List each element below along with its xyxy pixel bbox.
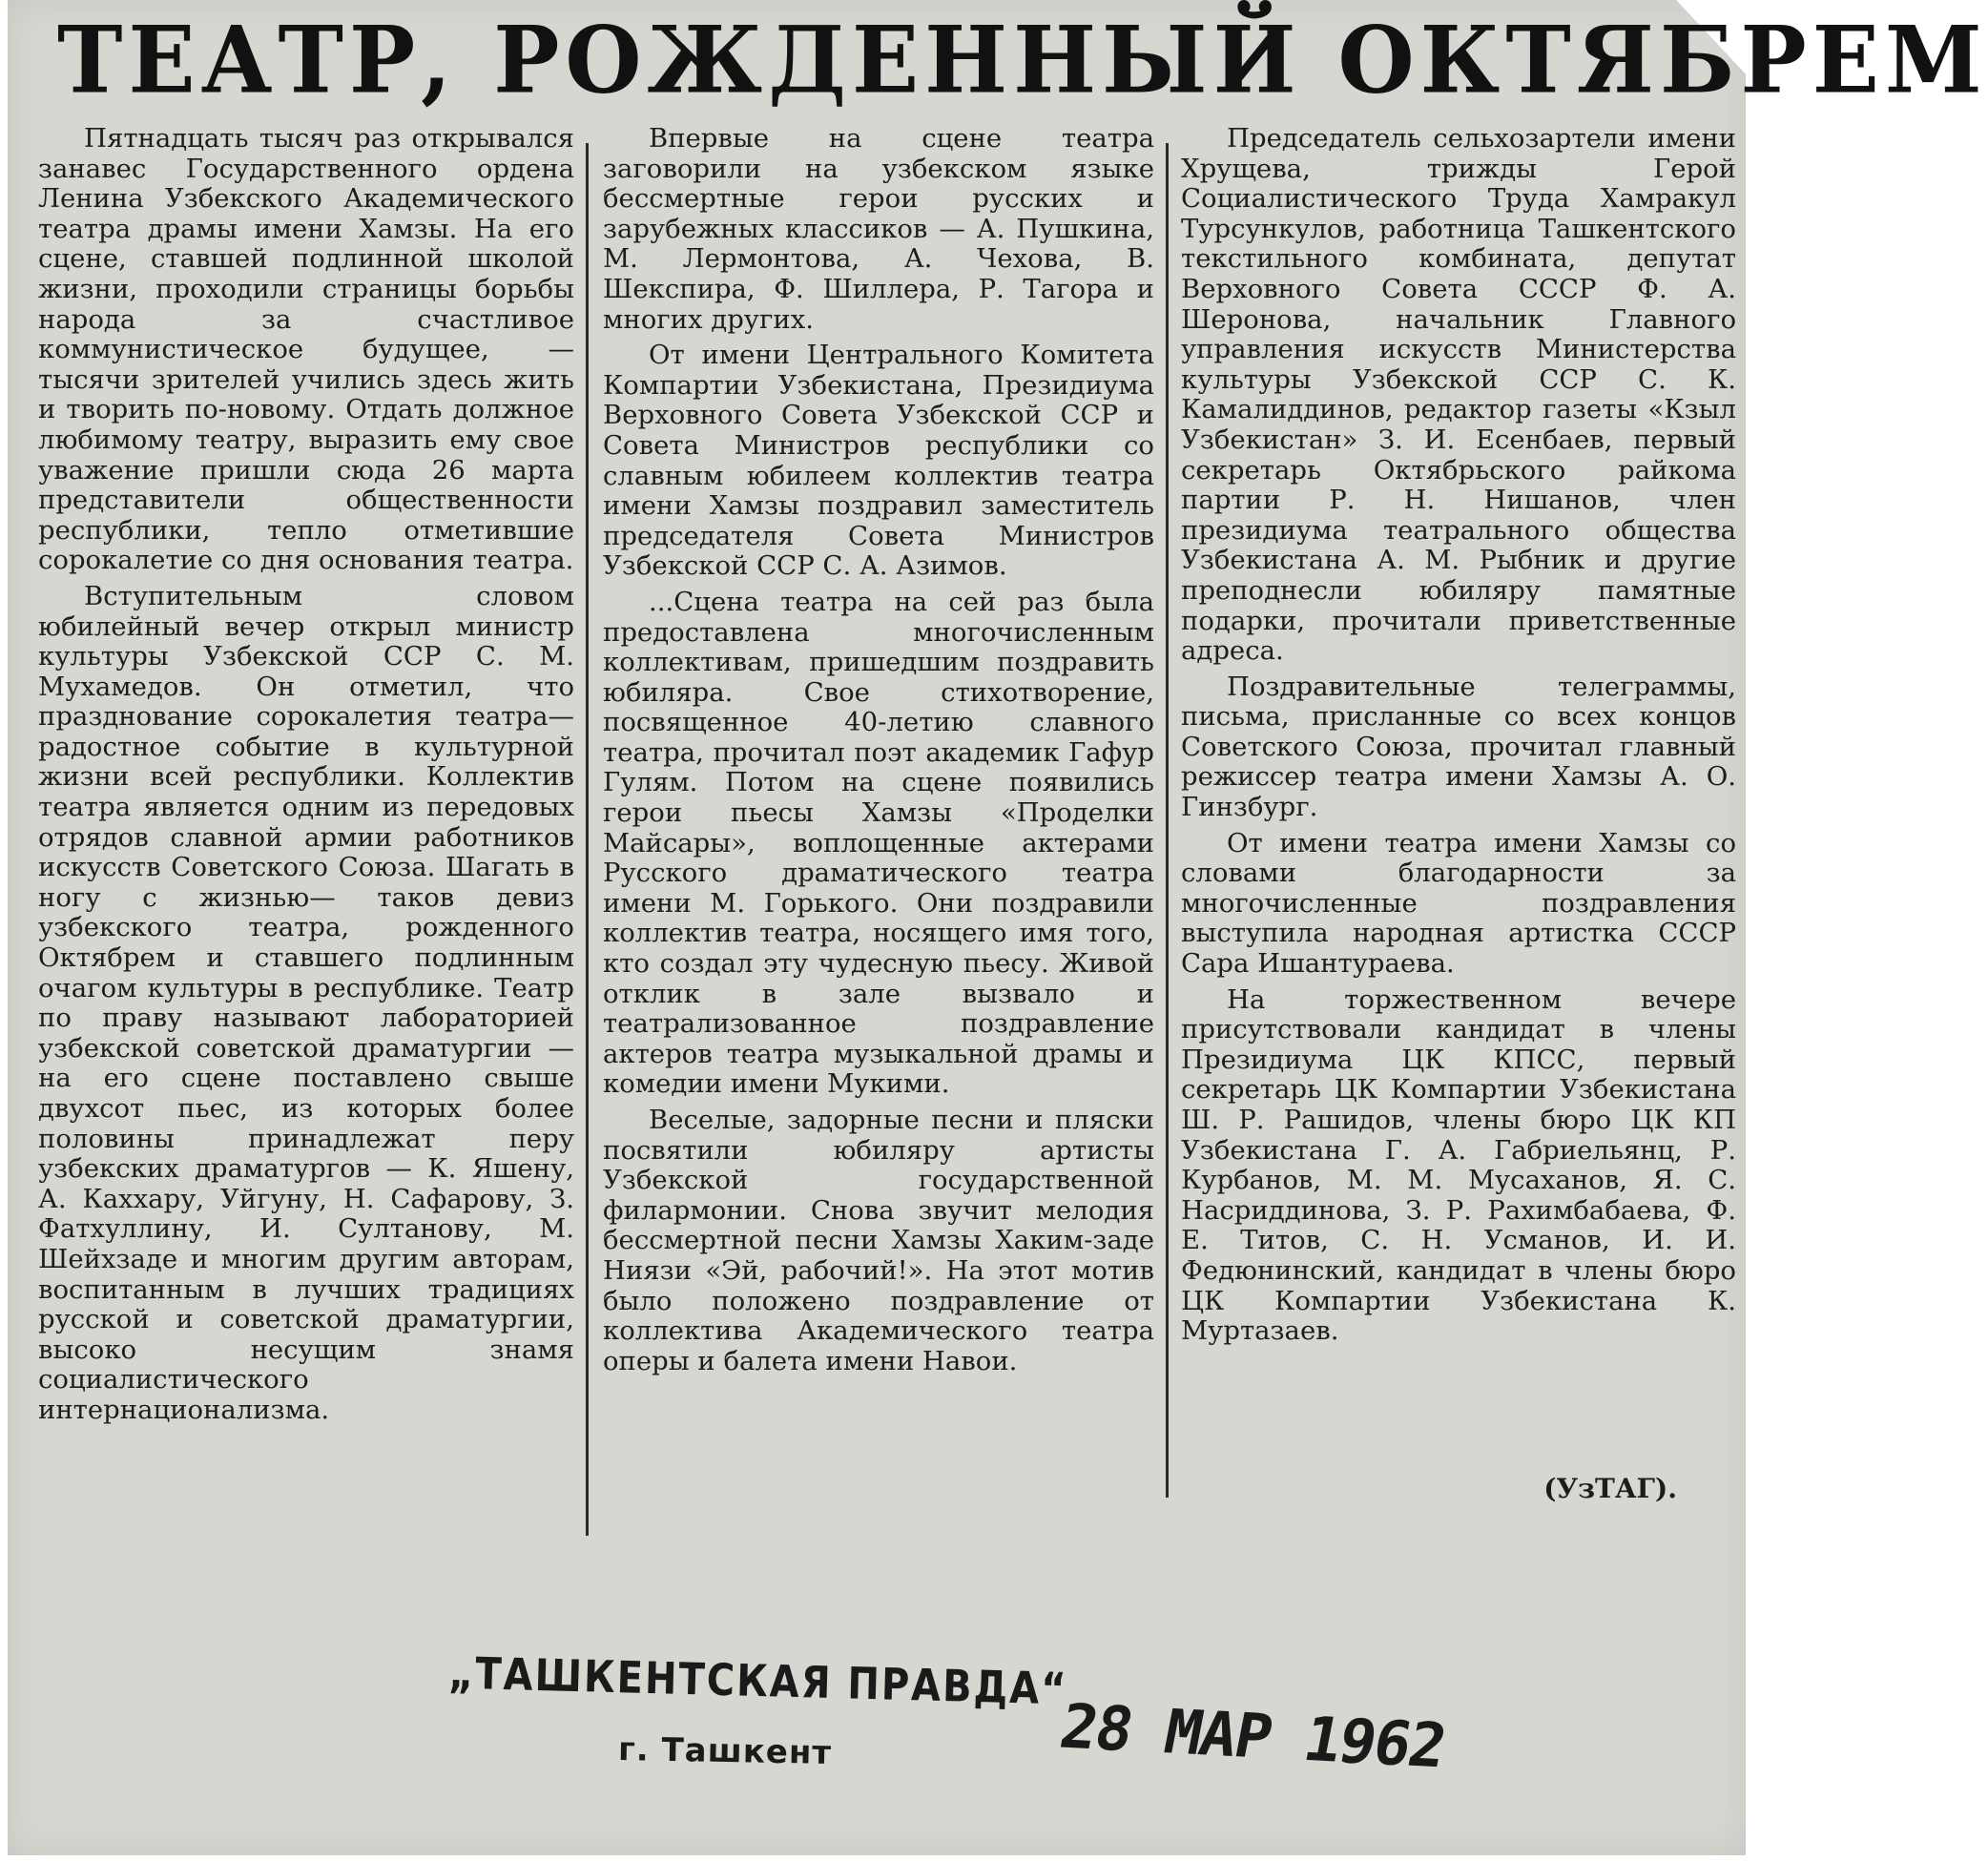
newspaper-stamp: „ТАШКЕНТСКАЯ ПРАВДА“ (447, 1648, 1069, 1715)
article-paragraph: Веселые, задорные песни и пляски посвятили юбиляру артисты Узбекской государственной филармонии. Снова звучит мелодия бессмертной песни Хамзы Хаким-заде Ниязи «Эй, рабочий!». На этот мотив было положено поздравление от коллектива Академического театра оперы и балета имени Навои. (603, 1105, 1154, 1376)
column-divider (1166, 143, 1169, 1498)
column-divider (586, 143, 589, 1536)
article-column-3 (1181, 124, 1736, 1353)
city-stamp: г. Ташкент (617, 1730, 833, 1772)
article-paragraph: От имени театра имени Хамзы со словами благодарности за многочисленные поздравления выступила народная артистка СССР Сара Ишантураева. (1181, 827, 1736, 980)
article-paragraph: ...Сцена театра на сей раз была предоставлена многочисленным коллективам, пришедшим поздравить юбиляра. Свое стихотворение, посвященное 40-летию славного театра, прочитал поэт академик Гафур Гулям. Потом на сцене появились герои пьесы Хамзы «Проделки Майсары», воплощенные актерами Русского драматического театра имени М. Горького. Они поздравили коллектив театра, носящего имя того, кто создал эту чудесную пьесу. Живой отклик в зале вызвало и театрализованное поздравление актеров театра музыкальной драмы и комедии имени Мукими. (603, 586, 1154, 1100)
article-paragraph: Впервые на сцене театра заговорили на узбекском языке бессмертные герои русских и зарубежных классиков — А. Пушкина, М. Лермонтова, А. Чехова, В. Шекспира, Ф. Шиллера, Р. Тагора и многих других. (603, 123, 1154, 335)
article-paragraph: Вступительным словом юбилейный вечер открыл министр культуры Узбекской ССР С. М. Мухамедов. Он отметил, что празднование сорокалетия театра—радостное событие в культурной жизни всей республики. Коллектив театра является одним из передовых отрядов славной армии работников искусств Советского Союза. Шагать в ногу с жизнью— таков девиз узбекского театра, рожденного Октябрем и ставшего подлинным очагом культуры в республике. Театр по праву называют лабораторией узбекской советской драматургии — на его сцене поставлено свыше двухсот пьес, из которых более половины принадлежат перу узбекских драматургов — К. Яшену, А. Каххару, Уйгуну, Н. Сафарову, З. Фатхуллину, И. Султанову, М. Шейхзаде и многим другим авторам, воспитанным в лучших традициях русской и советской драматургии, высоко несущим знамя социалистического интернационализма. (38, 580, 574, 1425)
article-paragraph: От имени Центрального Комитета Компартии Узбекистана, Президиума Верховного Совета Узбекской ССР и Совета Министров республики со славным юбилеем коллектив театра имени Хамзы поздравил заместитель председателя Совета Министров Узбекской ССР С. А. Азимов. (603, 340, 1154, 582)
article-paragraph: Пятнадцать тысяч раз открывался занавес Государственного ордена Ленина Узбекского Академического театра драмы имени Хамзы. На его сцене, ставшей подлинной школой жизни, проходили страницы борьбы народа за счастливое коммунистическое будущее, — тысячи зрителей учились здесь жить и творить по-новому. Отдать должное любимому театру, выразить ему свое уважение пришли сюда 26 марта представители общественности республики, тепло отметившие сорокалетие со дня основания театра. (38, 123, 574, 576)
date-stamp: 28 МАР 1962 (1054, 1691, 1451, 1783)
article-paragraph: Председатель сельхозартели имени Хрущева, трижды Герой Социалистического Труда Хамракул Турсункулов, работница Ташкентского текстильного комбината, депутат Верховного Совета СССР Ф. А. Шеронова, начальник Главного управления искусств Министерства культуры Узбекской ССР С. К. Камалиддинов, редактор газеты «Кзыл Узбекистан» З. И. Есенбаев, первый секретарь Октябрьского райкома партии Р. Н. Нишанов, член президиума театрального общества Узбекистана А. М. Рыбник и другие преподнесли юбиляру памятные подарки, прочитали приветственные адреса. (1181, 123, 1736, 667)
article-column-2 (603, 124, 1154, 1382)
article-paragraph: На торжественном вечере присутствовали кандидат в члены Президиума ЦК КПСС, первый секретарь ЦК Компартии Узбекистана Ш. Р. Рашидов, члены бюро ЦК КП Узбекистана Г. А. Габриельянц, Р. Курбанов, М. М. Мусаханов, Я. С. Насриддинова, З. Р. Рахимбабаева, Ф. Е. Титов, С. Н. Усманов, И. И. Федюнинский, кандидат в члены бюро ЦК Компартии Узбекистана К. Муртазаев. (1181, 983, 1736, 1347)
article-headline: ТЕАТР, РОЖДЕННЫЙ ОКТЯБРЕМ (57, 6, 1988, 114)
article-paragraph: Поздравительные телеграммы, письма, присланные со всех концов Советского Союза, прочитал главный режиссер театра имени Хамзы А. О. Гинзбург. (1181, 671, 1736, 823)
news-agency-credit: (УзТАГ). (1543, 1473, 1677, 1504)
article-column-1 (38, 124, 574, 1432)
